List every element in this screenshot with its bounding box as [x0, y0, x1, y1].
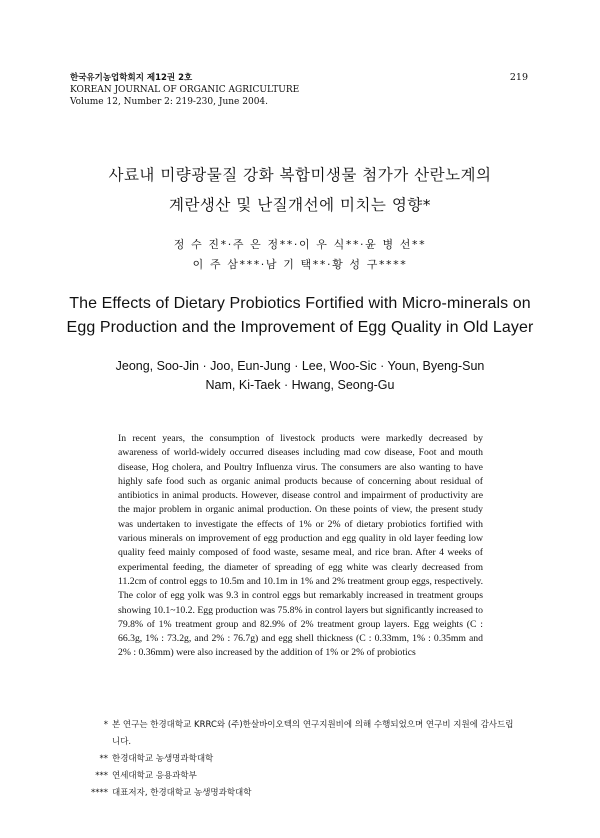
- footnote-mark: ***: [95, 771, 108, 781]
- authors-english-line-1: Jeong, Soo-Jin · Joo, Eun-Jung · Lee, Woo-Sic · Youn, Byeng-Sun: [115, 359, 485, 373]
- journal-header: [70, 72, 540, 108]
- title-korean: [0, 160, 600, 220]
- journal-volume: Volume 12, Number 2: 219-230, June 2004.: [70, 97, 269, 107]
- footnote-mark: ****: [91, 788, 108, 798]
- title-english-line-1: The Effects of Dietary Probiotics Fortified with Micro-minerals on: [69, 295, 531, 312]
- title-korean-line-1: 사료내 미량광물질 강화 복합미생물 첨가가 산란노계의: [108, 166, 492, 184]
- authors-english: [0, 357, 600, 395]
- footnote-mark: *: [103, 720, 108, 730]
- title-korean-line-2: 계란생산 및 난질개선에 미치는 영향*: [168, 196, 432, 214]
- title-english: [0, 292, 600, 340]
- journal-name-english: KOREAN JOURNAL OF ORGANIC AGRICULTURE: [70, 85, 300, 95]
- footnote-text: 한경대학교 농생명과학대학: [112, 754, 214, 764]
- footnote: [86, 717, 516, 751]
- footnote-mark: **: [99, 754, 108, 764]
- authors-korean: [0, 235, 600, 275]
- title-english-line-2: Egg Production and the Improvement of Egg Quality in Old Layer: [66, 319, 534, 336]
- authors-korean-line-2: 이 주 삼***·남 기 택**·황 성 구****: [192, 258, 408, 271]
- authors-korean-line-1: 정 수 진*·주 은 정**·이 우 식**·윤 병 선**: [173, 238, 427, 251]
- footnote-text: 연세대학교 응용과학부: [112, 771, 197, 781]
- footnotes: [86, 717, 516, 802]
- footnote-text: 본 연구는 한경대학교 KRRC와 (주)한살바이오텍의 연구지원비에 의해 수행되었으며 연구비 지원에 감사드립니다.: [112, 720, 514, 747]
- authors-english-line-2: Nam, Ki-Taek · Hwang, Seong-Gu: [205, 378, 395, 392]
- abstract-paragraph: In recent years, the consumption of livestock products were markedly decreased by awareness of world-widely occurred diseases including mad cow disease, Foot and mouth disease, Hog cholera, and Poultry Influenza virus. The consumers are also wanting to have highly safe food such as organic animal products because of concerning about residual of antibiotics in animal products. However, disease control and impairment of productivity are the major problem in organic animal production. On these points of view, the present study was undertaken to investigate the effects of 1% or 2% of dietary probiotics fortified with various minerals on improvement of egg production and egg quality in old layer feeding low quality feed mainly composed of food waste, sesame meal, and rice bran. After 4 weeks of experimental feeding, the diameter of spreading of egg white was clearly decreased from 11.2cm of control eggs to 10.5m and 10.1m in 1% and 2% treatment group eggs, respectively. The color of egg yolk was 9.3 in control eggs but remarkably increased in treatment groups showing 10.1~10.2. Egg production was 75.8% in control layers but significantly increased to 79.8% of 1% treatment group and 82.9% of 2% treatment group layers. Egg weights (C : 66.3g, 1% : 73.2g, and 2% : 76.7g) and egg shell thickness (C : 0.33mm, 1% : 0.35mm and 2% : 0.36mm) were also increased by the addition of 1% or 2% of probiotics: [118, 433, 483, 659]
- footnote: [86, 768, 516, 785]
- journal-name-korean: 한국유기농업학회지 제12권 2호: [70, 73, 193, 83]
- page-number: 219: [509, 72, 528, 83]
- footnote: [86, 785, 516, 802]
- footnote: [86, 751, 516, 768]
- footnote-text: 대표저자, 한경대학교 농생명과학대학: [112, 788, 252, 798]
